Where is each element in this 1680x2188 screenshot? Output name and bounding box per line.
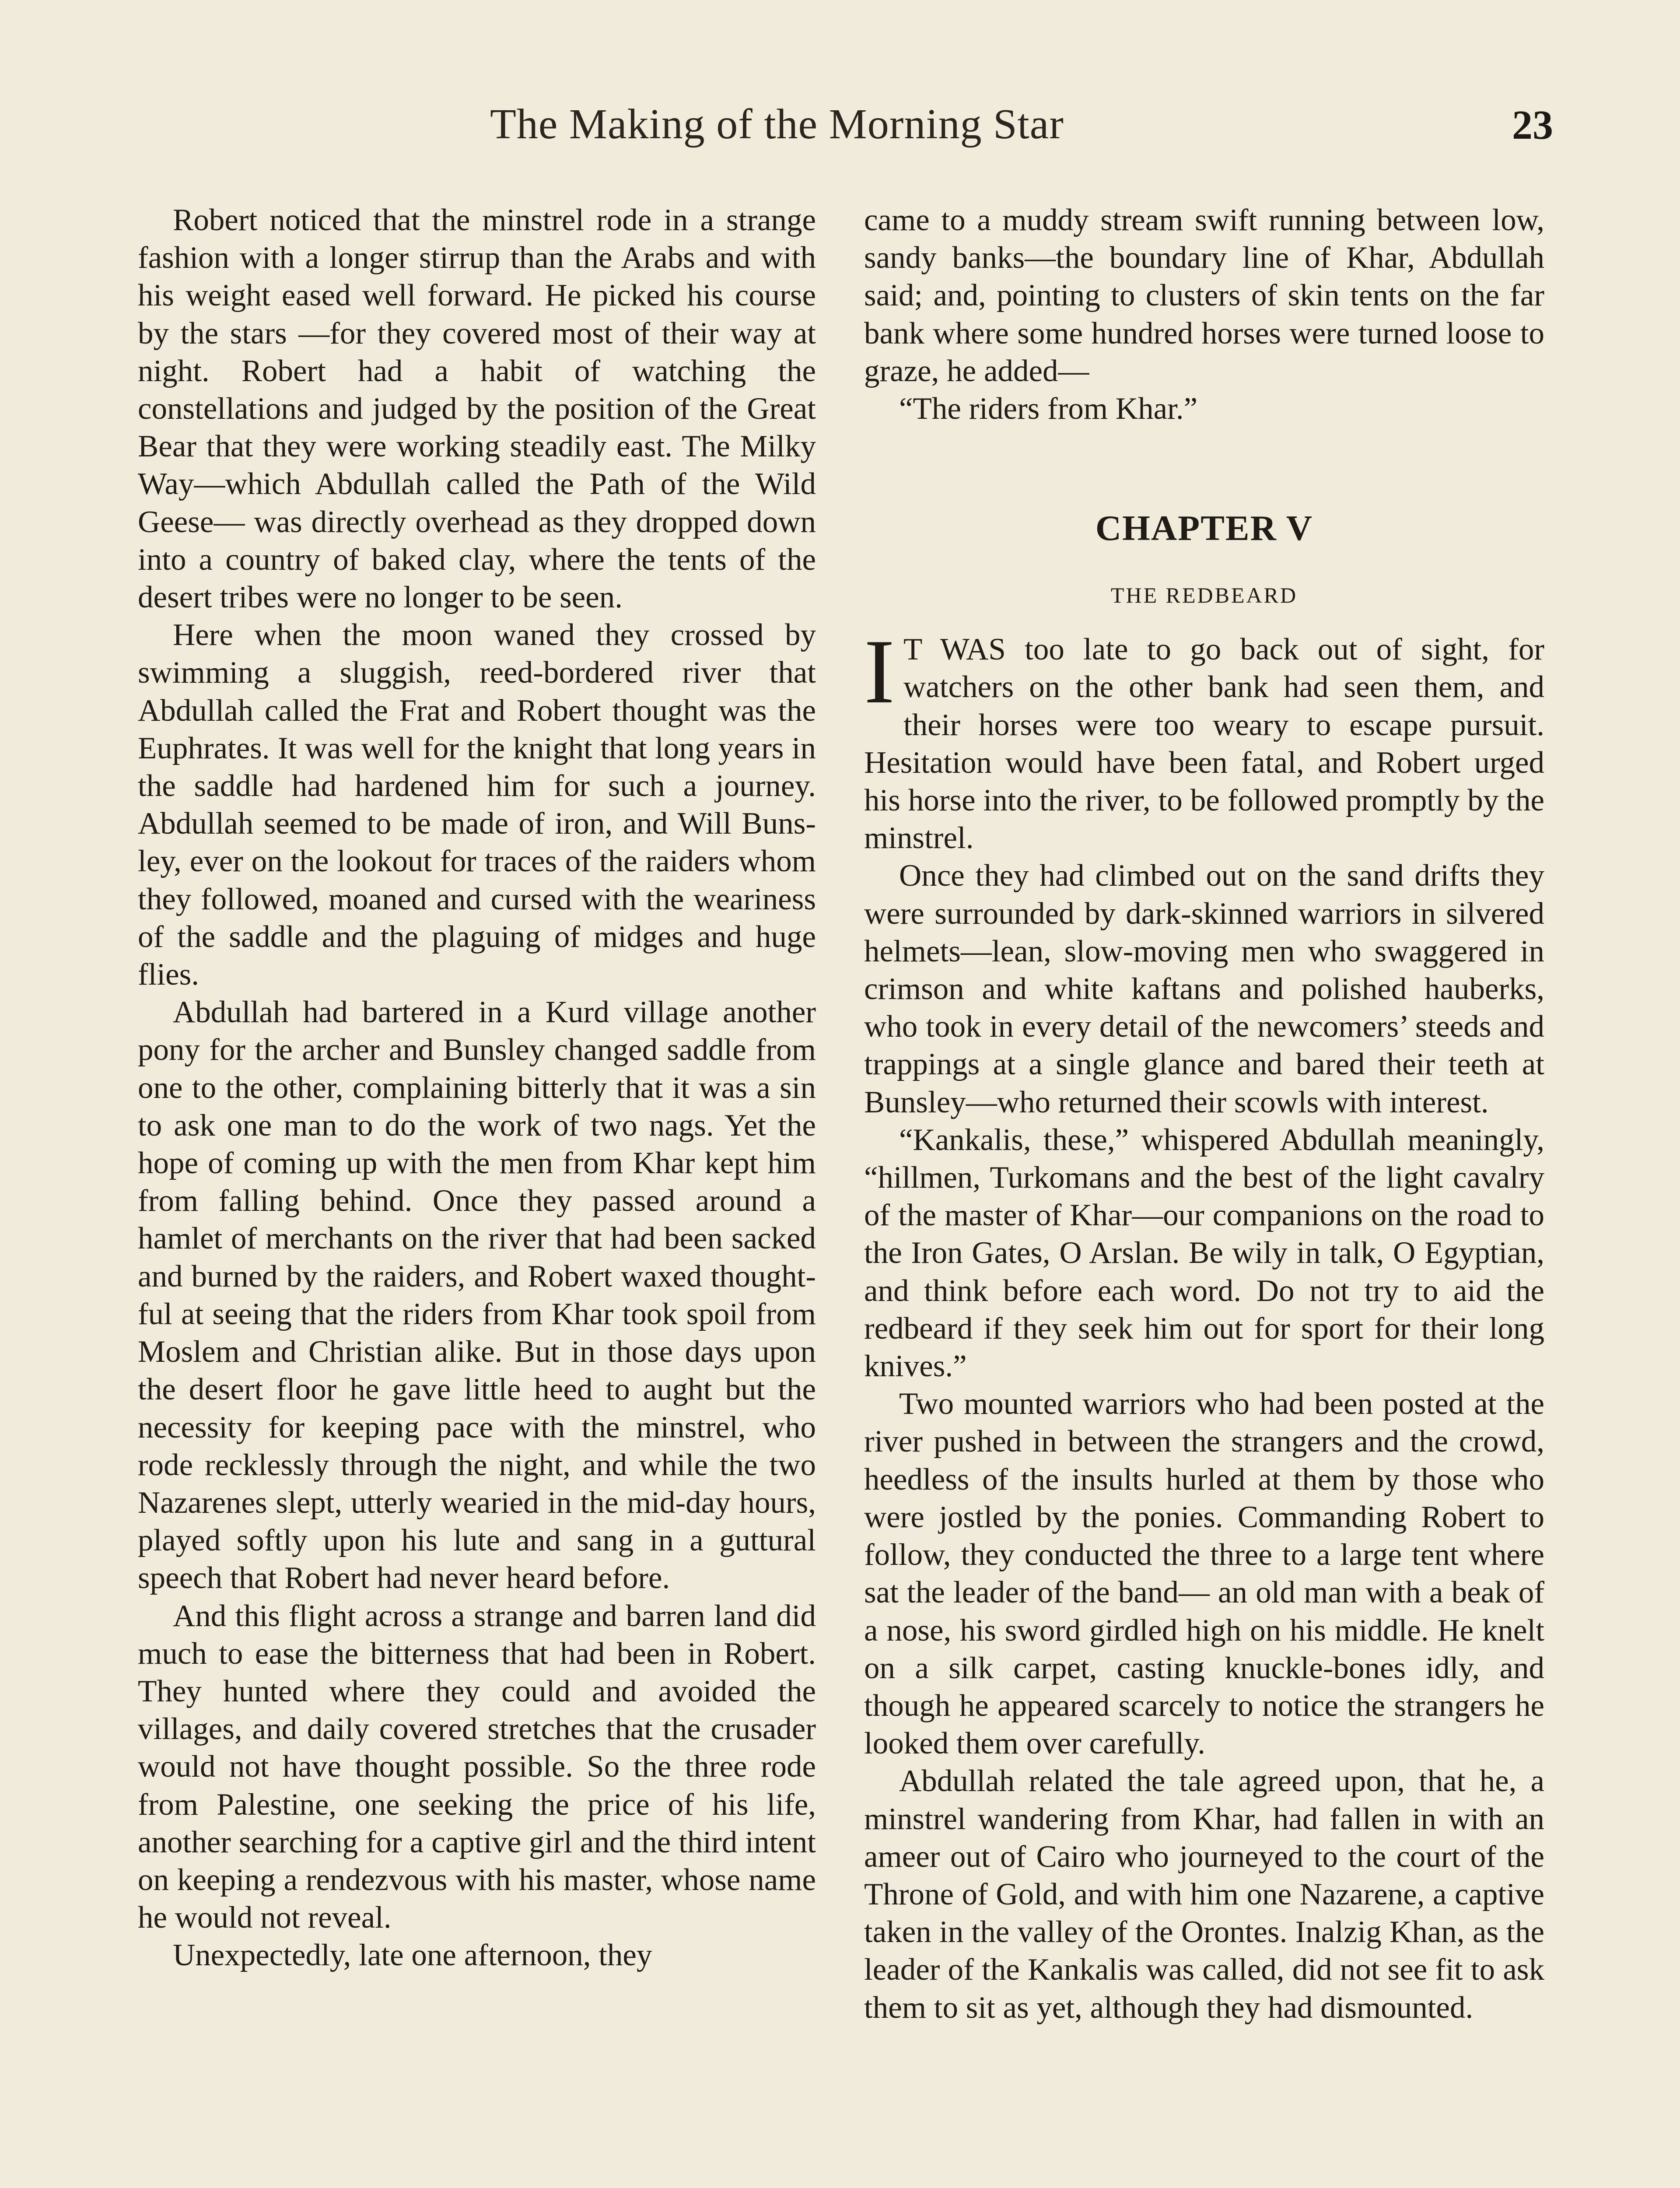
paragraph: Two mounted warriors who had been posted at the river pushed in between the strangers and the crowd, heedless of the insults hurled at them by those who were jostled by the ponies. Commanding Robert to follow, they conducted the three to a large tent where sat the leader of the band— an old man with a beak of a nose, his sword girdled high on his middle. He knelt on a silk carpet, casting knuckle-bones idly, and though he appeared scarcely to notice the strangers he looked them over carefully. — [864, 1387, 1544, 1761]
paragraph-continuation: came to a muddy stream swift running between low, sandy banks—the boundary line of Khar, Abdullah said; and, pointing to clusters of skin tents on the far bank where some hundred horses were turned loose to graze, he added— — [864, 203, 1544, 388]
running-title: The Making of the Morning Star — [490, 101, 1064, 148]
quote-paragraph: “The riders from Khar.” — [899, 392, 1198, 426]
drop-cap: I — [864, 621, 895, 723]
paragraph: Abdullah related the tale agreed upon, that he, a minstrel wandering from Khar, had fallen in with an ameer out of Cairo who journeyed to the court of the Throne of Gold, and with him one Nazarene, a captive taken in the valley of the Orontes. Inalzig Khan, as the leader of the Kankalis was called, did not see fit to ask them to sit as yet, although they had dismounted. — [864, 1764, 1544, 2025]
paragraph: Here when the moon waned they crossed by swimming a sluggish, reed-bordered river that Abdullah called the Frat and Robert thought was the Euphrates. It was well for the knight that long years in the saddle had hardened him for such a journey. Abdullah seemed to be made of iron, and Will Bunsley, ever on the lookout for traces of the raiders whom they followed, moaned and cursed with the weariness of the saddle and the plaguing of midges and huge flies. — [138, 618, 816, 992]
right-column — [864, 201, 1544, 2027]
chapter-opening-paragraph — [864, 621, 1544, 857]
opening-text: T WAS too late to go back out of sight, for watchers on the other bank had seen them, and their horses were too weary to escape pursuit. Hesitation would have been fatal, and Robert urged his horse into the river, to be followed promptly by the minstrel. — [864, 632, 1544, 856]
chapter-subtitle: THE REDBEARD — [1110, 583, 1298, 608]
chapter-title: CHAPTER V — [1095, 508, 1313, 548]
paragraph: Robert noticed that the minstrel rode in a strange fashion with a longer stirrup than the Arabs and with his weight eased well forward. He picked his course by the stars —for they covered most of their way at night. Robert had a habit of watching the constellations and judged by the position of the Great Bear that they were working steadily east. The Milky Way—which Abdullah called the Path of the Wild Geese— was directly overhead as they dropped down into a country of baked clay, where the tents of the desert tribes were no longer to be seen. — [138, 203, 816, 615]
paragraph: Abdullah had bartered in a Kurd village another pony for the archer and Bunsley changed saddle from one to the other, complaining bitterly that it was a sin to ask one man to do the work of two nags. Yet the hope of coming up with the men from Khar kept him from falling behind. Once they passed around a hamlet of merchants on the river that had been sacked and burned by the raiders, and Robert waxed thoughtful at seeing that the riders from Khar took spoil from Moslem and Christian alike. But in those days upon the desert floor he gave little heed to aught but the necessity for keeping pace with the minstrel, who rode recklessly through the night, and while the two Nazarenes slept, utterly wearied in the mid-day hours, played softly upon his lute and sang in a guttural speech that Robert had never heard before. — [138, 995, 816, 1595]
left-column — [138, 201, 816, 1974]
paragraph: Once they had climbed out on the sand drifts they were surrounded by dark-skinned warriors in silvered helmets—lean, slow-moving men who swaggered in crimson and white kaftans and polished hauberks, who took in every detail of the newcomers’ steeds and trappings at a single glance and bared their teeth at Bunsley—who returned their scowls with interest. — [864, 859, 1544, 1119]
page-number: 23 — [1512, 102, 1553, 148]
paragraph: And this flight across a strange and barren land did much to ease the bitterness that had been in Robert. They hunted where they could and avoided the villages, and daily covered stretches that the crusader would not have thought possible. So the three rode from Palestine, one seeking the price of his life, another searching for a captive girl and the third intent on keeping a rendezvous with his master, whose name he would not reveal. — [138, 1599, 816, 1935]
paragraph: “Kankalis, these,” whispered Abdullah meaningly, “hillmen, Turkomans and the best of the light cavalry of the master of Khar—our companions on the road to the Iron Gates, O Arslan. Be wily in talk, O Egyptian, and think before each word. Do not try to aid the redbeard if they seek him out for sport for their long knives.” — [864, 1122, 1544, 1384]
page-header — [0, 100, 1680, 161]
paragraph: Unexpectedly, late one afternoon, they — [173, 1938, 652, 1973]
